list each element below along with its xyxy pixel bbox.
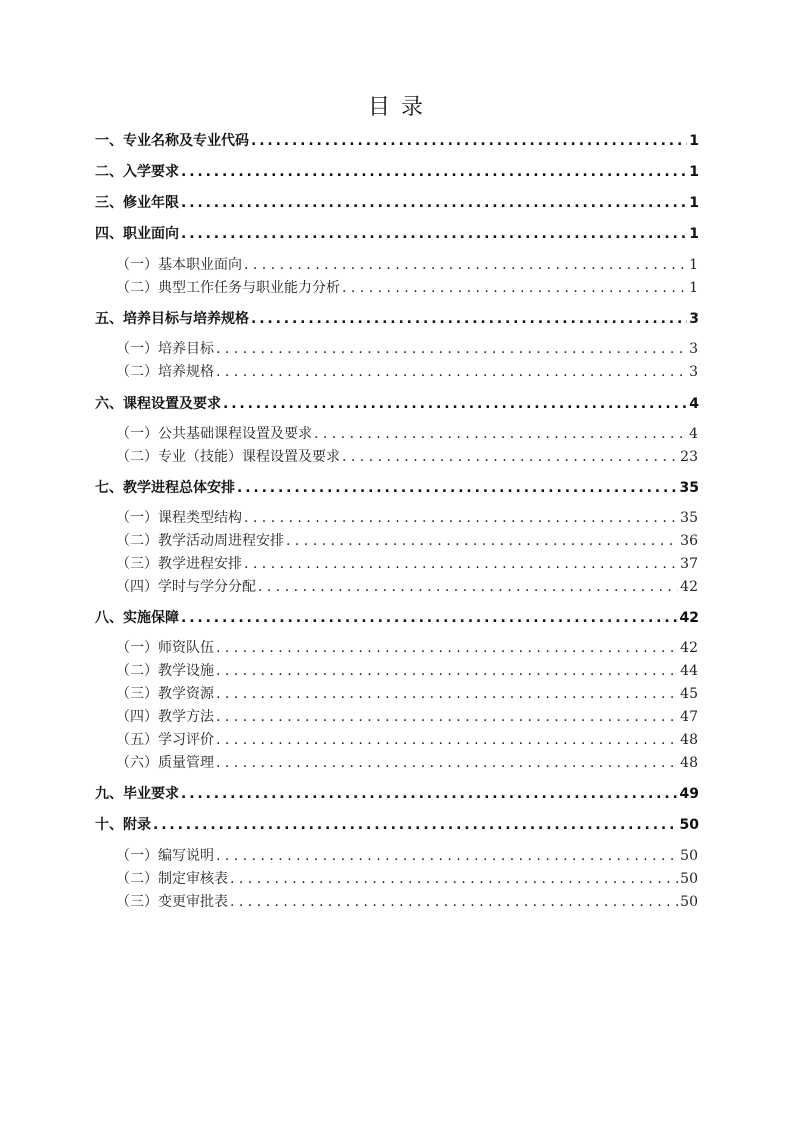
toc-dot-leader bbox=[230, 892, 678, 912]
toc-dot-leader bbox=[181, 162, 687, 182]
toc-dot-leader bbox=[153, 815, 678, 835]
toc-entry-label: （二）教学活动周进程安排 bbox=[116, 533, 284, 549]
toc-page-number: 37 bbox=[680, 556, 698, 572]
toc-entry-label: （五）学习评价 bbox=[116, 732, 214, 748]
toc-entry-label: 三、修业年限 bbox=[95, 195, 179, 211]
toc-entry-label: （二）典型工作任务与职业能力分析 bbox=[116, 280, 340, 296]
toc-dot-leader bbox=[251, 309, 687, 329]
toc-dot-leader bbox=[181, 193, 687, 213]
toc-subsection-entry[interactable] bbox=[116, 554, 698, 574]
toc-page-number: 50 bbox=[679, 817, 699, 833]
toc-dot-leader bbox=[216, 661, 678, 681]
toc-page-number: 1 bbox=[689, 280, 698, 296]
toc-entry-label: （三）教学进程安排 bbox=[116, 556, 242, 572]
toc-dot-leader bbox=[244, 508, 678, 528]
toc-subsection-entry[interactable] bbox=[116, 577, 698, 597]
toc-subsection-entry[interactable] bbox=[116, 661, 698, 681]
toc-page-number: 48 bbox=[680, 732, 698, 748]
toc-page-number: 35 bbox=[680, 510, 698, 526]
toc-entry-label: （二）专业（技能）课程设置及要求 bbox=[116, 449, 340, 465]
toc-entry-label: （二）制定审核表 bbox=[116, 871, 228, 887]
toc-subsection-entry[interactable] bbox=[116, 339, 698, 359]
toc-dot-leader bbox=[342, 447, 678, 467]
toc-title: 目 录 bbox=[368, 95, 425, 120]
toc-entry-label: 五、培养目标与培养规格 bbox=[95, 311, 249, 327]
toc-section-entry[interactable] bbox=[95, 309, 699, 329]
toc-subsection-entry[interactable] bbox=[116, 869, 698, 889]
toc-section-entry[interactable] bbox=[95, 608, 699, 628]
toc-entry-label: （一）公共基础课程设置及要求 bbox=[116, 426, 312, 442]
toc-entry-label: （三）教学资源 bbox=[116, 686, 214, 702]
toc-subsection-entry[interactable] bbox=[116, 638, 698, 658]
toc-subsection-entry[interactable] bbox=[116, 707, 698, 727]
toc-dot-leader bbox=[223, 394, 687, 414]
toc-page-number: 1 bbox=[689, 164, 699, 180]
toc-dot-leader bbox=[181, 608, 678, 628]
toc-entry-label: （一）课程类型结构 bbox=[116, 510, 242, 526]
toc-subsection-entry[interactable] bbox=[116, 531, 698, 551]
toc-page-number: 3 bbox=[689, 364, 698, 380]
toc-dot-leader bbox=[216, 684, 678, 704]
toc-dot-leader bbox=[216, 339, 687, 359]
toc-dot-leader bbox=[286, 531, 678, 551]
toc-dot-leader bbox=[230, 869, 678, 889]
toc-page-number: 1 bbox=[689, 133, 699, 149]
toc-dot-leader bbox=[216, 707, 678, 727]
toc-section-entry[interactable] bbox=[95, 162, 699, 182]
toc-section-entry[interactable] bbox=[95, 394, 699, 414]
toc-page-number: 42 bbox=[679, 610, 699, 626]
toc-entry-label: 二、入学要求 bbox=[95, 164, 179, 180]
toc-dot-leader bbox=[342, 278, 687, 298]
toc-entry-label: （二）教学设施 bbox=[116, 663, 214, 679]
toc-entry-label: （一）编写说明 bbox=[116, 848, 214, 864]
toc-section-entry[interactable] bbox=[95, 224, 699, 244]
toc-entry-label: （二）培养规格 bbox=[116, 364, 214, 380]
toc-page-number: 44 bbox=[680, 663, 698, 679]
toc-subsection-entry[interactable] bbox=[116, 753, 698, 773]
toc-dot-leader bbox=[216, 846, 678, 866]
toc-section-entry[interactable] bbox=[95, 815, 699, 835]
toc-page-number: 42 bbox=[680, 640, 698, 656]
toc-page-number: 50 bbox=[680, 894, 698, 910]
toc-entry-label: （一）培养目标 bbox=[116, 341, 214, 357]
toc-section-entry[interactable] bbox=[95, 478, 699, 498]
toc-page-number: 42 bbox=[680, 579, 698, 595]
toc-page-number: 48 bbox=[680, 755, 698, 771]
toc-subsection-entry[interactable] bbox=[116, 362, 698, 382]
toc-page-number: 1 bbox=[689, 226, 699, 242]
toc-subsection-entry[interactable] bbox=[116, 684, 698, 704]
toc-entry-label: （三）变更审批表 bbox=[116, 894, 228, 910]
toc-subsection-entry[interactable] bbox=[116, 255, 698, 275]
toc-section-entry[interactable] bbox=[95, 784, 699, 804]
toc-page-number: 3 bbox=[689, 311, 699, 327]
toc-entry-label: 九、毕业要求 bbox=[95, 786, 179, 802]
toc-section-entry[interactable] bbox=[95, 131, 699, 151]
toc-page-number: 4 bbox=[689, 426, 698, 442]
toc-entry-label: （四）教学方法 bbox=[116, 709, 214, 725]
toc-dot-leader bbox=[237, 478, 678, 498]
toc-entry-label: 四、职业面向 bbox=[95, 226, 179, 242]
toc-dot-leader bbox=[216, 730, 678, 750]
toc-entry-label: 六、课程设置及要求 bbox=[95, 396, 221, 412]
toc-dot-leader bbox=[251, 131, 687, 151]
toc-entry-label: （一）基本职业面向 bbox=[116, 257, 242, 273]
toc-page-number: 36 bbox=[680, 533, 698, 549]
toc-entry-label: 十、附录 bbox=[95, 817, 151, 833]
toc-entry-label: 一、专业名称及专业代码 bbox=[95, 133, 249, 149]
toc-entry-label: （一）师资队伍 bbox=[116, 640, 214, 656]
toc-page-number: 23 bbox=[680, 449, 698, 465]
toc-entry-label: （四）学时与学分分配 bbox=[116, 579, 256, 595]
toc-dot-leader bbox=[244, 255, 687, 275]
toc-dot-leader bbox=[314, 424, 687, 444]
toc-page-number: 45 bbox=[680, 686, 698, 702]
toc-page-number: 35 bbox=[679, 480, 699, 496]
toc-entry-label: （六）质量管理 bbox=[116, 755, 214, 771]
toc-dot-leader bbox=[244, 554, 678, 574]
toc-dot-leader bbox=[181, 784, 678, 804]
toc-subsection-entry[interactable] bbox=[116, 424, 698, 444]
toc-dot-leader bbox=[216, 638, 678, 658]
toc-subsection-entry[interactable] bbox=[116, 278, 698, 298]
toc-page-number: 50 bbox=[680, 871, 698, 887]
toc-page-number: 50 bbox=[680, 848, 698, 864]
toc-page-number: 1 bbox=[689, 257, 698, 273]
toc-subsection-entry[interactable] bbox=[116, 447, 698, 467]
toc-page-number: 3 bbox=[689, 341, 698, 357]
toc-entry-label: 七、教学进程总体安排 bbox=[95, 480, 235, 496]
toc-section-entry[interactable] bbox=[95, 193, 699, 213]
toc-entry-label: 八、实施保障 bbox=[95, 610, 179, 626]
toc-dot-leader bbox=[216, 362, 687, 382]
toc-page-number: 1 bbox=[689, 195, 699, 211]
toc-page-number: 47 bbox=[680, 709, 698, 725]
toc-subsection-entry[interactable] bbox=[116, 892, 698, 912]
toc-page-number: 49 bbox=[679, 786, 699, 802]
toc-dot-leader bbox=[216, 753, 678, 773]
toc-page-number: 4 bbox=[689, 396, 699, 412]
toc-dot-leader bbox=[181, 224, 687, 244]
toc-subsection-entry[interactable] bbox=[116, 730, 698, 750]
toc-subsection-entry[interactable] bbox=[116, 508, 698, 528]
toc-subsection-entry[interactable] bbox=[116, 846, 698, 866]
toc-dot-leader bbox=[258, 577, 678, 597]
